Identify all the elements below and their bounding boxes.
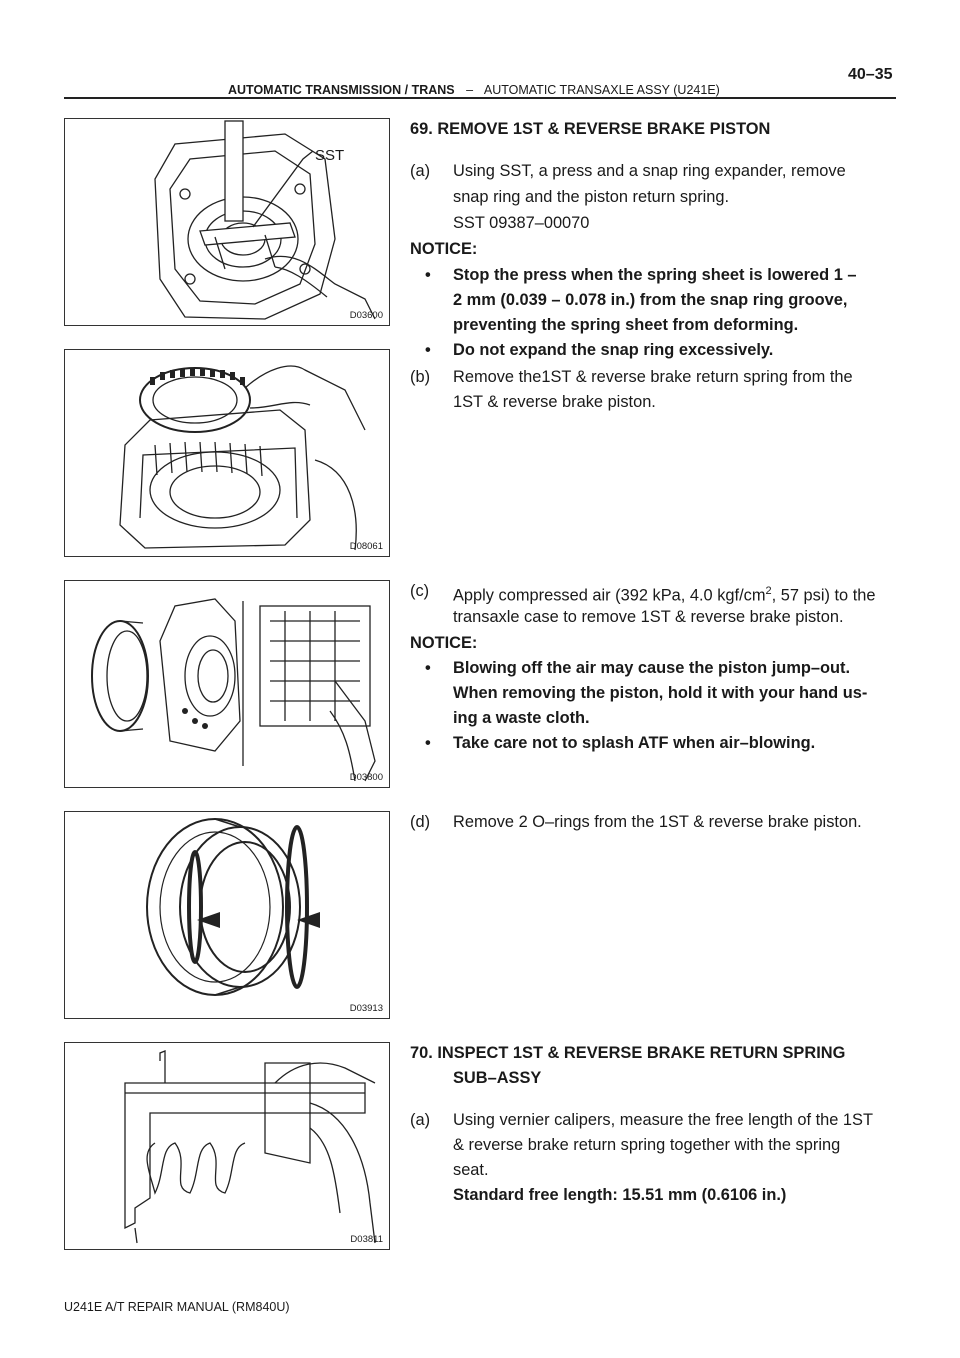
step-69a-marker: (a) bbox=[410, 162, 431, 180]
step-69c-line2: transaxle case to remove 1ST & reverse brake piston. bbox=[453, 608, 844, 626]
sst-callout: SST bbox=[315, 147, 345, 164]
figure-spring-illustration bbox=[65, 350, 389, 556]
figure-code: D08061 bbox=[349, 541, 383, 552]
notice-3-line2: When removing the piston, hold it with your hand us- bbox=[453, 684, 868, 702]
page-number: 40–35 bbox=[848, 66, 893, 83]
notice-1-line3: preventing the spring sheet from deforming. bbox=[453, 316, 799, 334]
notice-4-line1: Take care not to splash ATF when air–blowing. bbox=[453, 734, 816, 752]
standard-free-length: Standard free length: 15.51 mm (0.6106 in.) bbox=[453, 1186, 787, 1204]
figure-return-spring bbox=[64, 349, 390, 557]
bullet: • bbox=[425, 266, 431, 284]
notice-1-line1: Stop the press when the spring sheet is lowered 1 – bbox=[453, 266, 857, 284]
figure-vernier-calipers bbox=[64, 1042, 390, 1250]
figure-code: D03913 bbox=[349, 1003, 383, 1014]
notice-2-label: NOTICE: bbox=[410, 634, 478, 652]
step-69c-superscript: 2 bbox=[765, 585, 772, 597]
bullet: • bbox=[425, 659, 431, 677]
step-69c-marker: (c) bbox=[410, 582, 430, 600]
notice-3-line1: Blowing off the air may cause the piston jump–out. bbox=[453, 659, 851, 677]
notice-1-label: NOTICE: bbox=[410, 240, 478, 258]
step-69d-marker: (d) bbox=[410, 813, 431, 831]
figure-code: D03811 bbox=[350, 1234, 383, 1245]
step-69a-sst: SST 09387–00070 bbox=[453, 214, 590, 232]
step-69c-line1 bbox=[453, 580, 875, 606]
figure-code: D03800 bbox=[349, 772, 383, 783]
step-69-title: 69. REMOVE 1ST & REVERSE BRAKE PISTON bbox=[410, 120, 771, 138]
notice-2-line1: Do not expand the snap ring excessively. bbox=[453, 341, 774, 359]
notice-1-line2: 2 mm (0.039 – 0.078 in.) from the snap ring groove, bbox=[453, 291, 848, 309]
figure-compressed-air bbox=[64, 580, 390, 788]
step-70-title-line2: SUB–ASSY bbox=[453, 1069, 542, 1087]
figure-air-illustration bbox=[65, 581, 389, 787]
notice-3-line3: ing a waste cloth. bbox=[453, 709, 590, 727]
bullet: • bbox=[425, 341, 431, 359]
step-70a-line1: Using vernier calipers, measure the free length of the 1ST bbox=[453, 1111, 873, 1129]
header-rule bbox=[64, 97, 896, 99]
step-70a-line3: seat. bbox=[453, 1161, 489, 1179]
step-69d-line1: Remove 2 O–rings from the 1ST & reverse brake piston. bbox=[453, 813, 862, 831]
step-69c-text-a: Apply compressed air (392 kPa, 4.0 kgf/cm bbox=[453, 586, 766, 605]
step-70a-marker: (a) bbox=[410, 1111, 431, 1129]
section-title: AUTOMATIC TRANSMISSION / TRANS bbox=[228, 83, 455, 97]
figure-o-rings bbox=[64, 811, 390, 1019]
figure-code: D03600 bbox=[349, 310, 383, 321]
step-69a-line1: Using SST, a press and a snap ring expander, remove bbox=[453, 162, 846, 180]
bullet: • bbox=[425, 734, 431, 752]
step-70a-line2: & reverse brake return spring together with the spring bbox=[453, 1136, 841, 1154]
footer: U241E A/T REPAIR MANUAL (RM840U) bbox=[64, 1300, 290, 1314]
step-69a-line2: snap ring and the piston return spring. bbox=[453, 188, 730, 206]
step-69c-text-b: , 57 psi) to the bbox=[771, 586, 876, 605]
step-69b-marker: (b) bbox=[410, 368, 431, 386]
header-separator: – bbox=[466, 83, 474, 97]
subsection-title: AUTOMATIC TRANSAXLE ASSY (U241E) bbox=[483, 83, 720, 97]
running-header bbox=[228, 83, 720, 97]
figure-oring-illustration bbox=[65, 812, 389, 1018]
step-69b-line2: 1ST & reverse brake piston. bbox=[453, 393, 656, 411]
figure-sst-press bbox=[64, 118, 390, 326]
figure-caliper-illustration bbox=[65, 1043, 389, 1249]
step-70-title-line1: 70. INSPECT 1ST & REVERSE BRAKE RETURN SPRING bbox=[410, 1044, 846, 1062]
step-69b-line1: Remove the1ST & reverse brake return spring from the bbox=[453, 368, 853, 386]
